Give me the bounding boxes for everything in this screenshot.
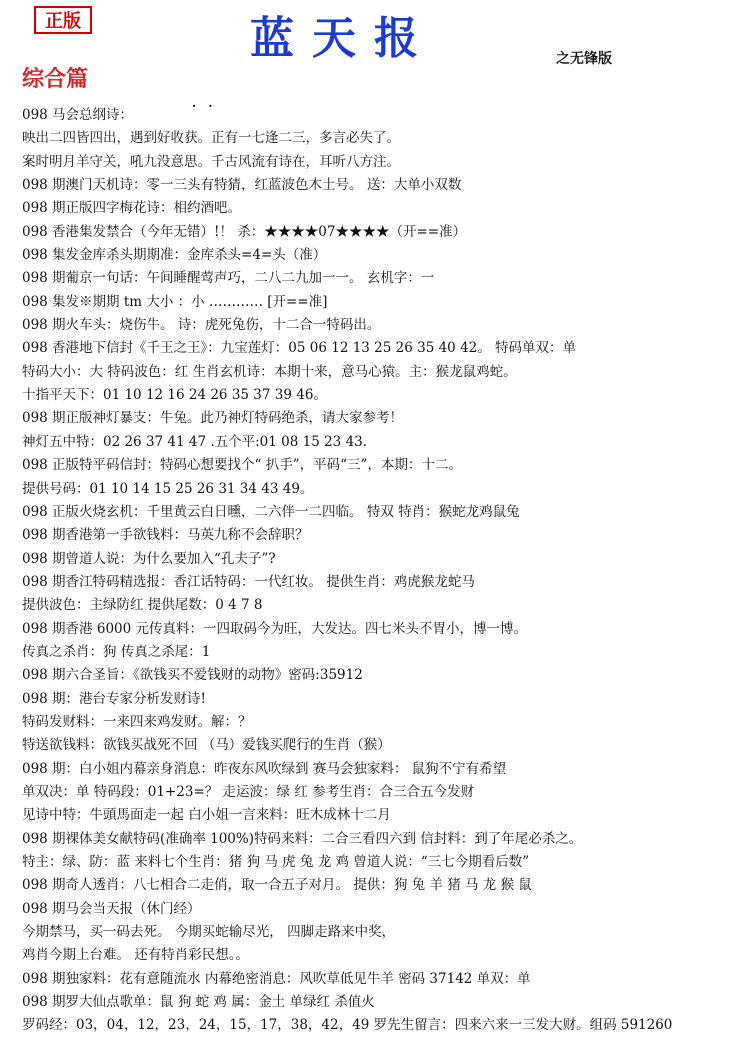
text-line: 098 马会总纲诗： (22, 107, 134, 123)
page-title: 蓝天报 (250, 13, 436, 64)
text-line: 098 期曾道人说：为什么要加入“孔夫子”? (22, 550, 276, 567)
text-line: 098 期罗大仙点歌单：鼠 狗 蛇 鸡 属：金土 单绿红 杀值火 (22, 994, 375, 1011)
text-line: 098 期六合圣旨：《欲钱买不爱钱财的动物》密码:35912 (22, 667, 363, 684)
text-line: 特主：绿、防：蓝 来料七个生肖：猪 狗 马 虎 兔 龙 鸡 曾道人说：“三七今期看后数” (22, 854, 530, 870)
text-line: 098 期：港台专家分析发财诗! (22, 690, 206, 707)
text-line: 098 期葡京一句话：午间睡醒莺声巧，二八二九加一一。 玄机字：一 (22, 270, 435, 287)
text-line: 见诗中特：牛頭馬面走一起 白小姐一言来料：旺木成林十二月 (22, 807, 391, 824)
text-line: 098 期独家料：花有意随流水 内幕绝密消息：风吹草低见牛羊 密码 37142 单双：单 (22, 970, 531, 987)
section-heading: 综合篇 (22, 67, 89, 92)
text-line: 十指平天下：01 10 12 16 24 26 35 37 39 46。 (22, 387, 327, 404)
text-line: 提供号码：01 10 14 15 25 26 31 34 43 49。 (22, 480, 314, 497)
text-line: 单双决：单 特码段：01+23=？ 走运波：绿 红 参考生肖：合三合五今发财 (22, 783, 475, 800)
text-line: 098 期香江特码精选报：香江话特码：一代红妆。 提供生肖：鸡虎猴龙蛇马 (22, 573, 475, 590)
text-line: 098 正版特平码信封：特码心想要找个“ 扒手”，平码“三”，本期：十二。 (22, 457, 462, 474)
text-line: 098 期马会当天报（休门经） (22, 900, 201, 917)
text-line: 罗码经：03，04，12，23，24，15，17，38，42，49 罗先生留言：四来六来一三发大财。组码 591260 (22, 1017, 673, 1034)
text-line: 098 集发金库杀头期期准：金库杀头=4=头（准） (22, 247, 327, 264)
text-line: 特码发财料：一来四来鸡发财。解：？ (22, 713, 252, 730)
text-line: 神灯五中特：02 26 37 41 47 .五个平:01 08 15 23 43. (22, 433, 368, 450)
text-line: 098 期正版神灯暴支：牛兔。此乃神灯特码绝杀，请大家参考！ (22, 410, 404, 427)
text-line: 098 香港地下信封《千王之王》：九宝莲灯：05 06 12 13 25 26 35 40 42。 特码单双：单 (22, 340, 577, 357)
text-line: 案时明月羊守关，吼九没意思。千古风流有诗在，耳听八方注。 (22, 153, 400, 170)
text-line: 特送欲钱料：欲钱买战死不回 （马）爱钱买爬行的生肖（猴） (22, 737, 391, 754)
text-line: 098 期奇人透肖：八七相合二走俏，取一合五子对月。 提供：狗 兔 羊 猪 马 龙 猴 鼠 (22, 877, 532, 894)
text-line: 098 集发※期期 tm 大小 ：小 ………… [开==准] (22, 293, 328, 310)
content-body (22, 104, 722, 1038)
text-line: 今期禁马，买一码去死。 今期买蛇输尽光， 四脚走路来中奖， (22, 924, 396, 941)
text-line: 传真之杀肖：狗 传真之杀尾：1 (22, 643, 211, 660)
text-line: 098 期香港第一手欲钱料：马英九称不会辞职？ (22, 527, 309, 544)
text-line: 映出二四皆四出，遇到好收获。正有一七逢二三，多言必失了。 (22, 130, 400, 147)
edition-subtitle: 之无锋版 (556, 51, 612, 67)
text-line: 特码大小：大 特码波色：红 生肖玄机诗：本期十来，意马心猿。主：猴龙鼠鸡蛇。 (22, 363, 517, 380)
edition-badge: 正版 (34, 6, 92, 34)
text-line: 098 香港集发禁合（今年无错）!！ 杀：★★★★07★★★★（开==准） (22, 223, 467, 240)
text-line: 098 期正版四字梅花诗：相约酒吧。 (22, 200, 242, 217)
text-line: 提供波色：主绿防红 提供尾数：0 4 7 8 (22, 597, 263, 614)
text-line: 098 期：白小姐内幕亲身消息：昨夜东风吹绿到 赛马会独家料： 鼠狗不宁有希望 (22, 760, 507, 777)
text-line: 098 期火车头：烧伤牛。 诗：虎死兔伤，十二合一特码出。 (22, 317, 381, 334)
text-line: 098 期裸体美女献特码(准确率 100%)特码来料：二合三看四六到 信封料：到了年尾必杀之。 (22, 830, 583, 847)
text-line: 098 期香港 6000 元传真料：一四取码今为旺，大发达。四七米头不胃小，博一博。 (22, 620, 527, 637)
text-line: 鸡肖今期上台难。 还有特肖彩民想。。 (22, 947, 250, 964)
text-line: 098 正版火烧玄机：千里黄云白日曛，二六伴一二四临。 特双 特肖：猴蛇龙鸡鼠兔 (22, 503, 520, 520)
text-line: 098 期澳门天机诗：零一三头有特猜，红蓝波色木土号。 送：大单小双数 (22, 177, 462, 194)
decorative-dots: . . (192, 96, 217, 110)
